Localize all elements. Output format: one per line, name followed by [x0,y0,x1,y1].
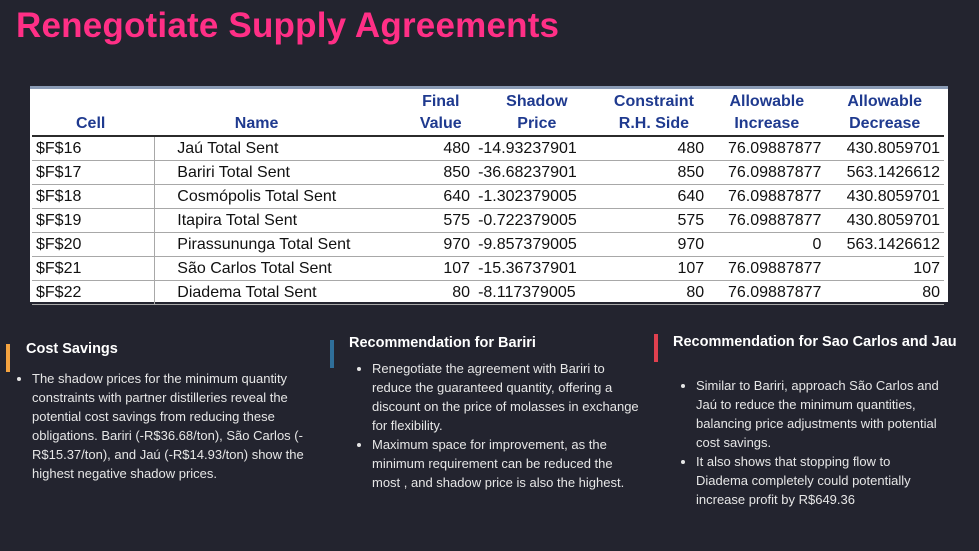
rhs-value: 80 [600,281,709,305]
bariri-heading: Recommendation for Bariri [349,335,536,351]
shadow-price: -8.117379005 [474,281,600,305]
table-row [32,161,944,185]
list-item: • Maximum space for improvement, as the minimum requirement can be reduced the most , and shadow price is also the highest. [372,435,639,492]
final-value: 850 [407,161,474,185]
constraint-name: Pirassununga Total Sent [155,233,408,257]
cell-ref: $F$19 [32,209,155,233]
rhs-value: 480 [600,136,709,161]
allowable-decrease: 430.8059701 [825,136,944,161]
final-value: 480 [407,136,474,161]
cell-ref: $F$22 [32,281,155,305]
cell-ref: $F$21 [32,257,155,281]
constraint-name: Itapira Total Sent [155,209,408,233]
final-value: 640 [407,185,474,209]
header-name: Name [155,91,408,136]
cell-ref: $F$18 [32,185,155,209]
table-row [32,185,944,209]
cell-ref: $F$16 [32,136,155,161]
bariri-accent-bar [330,340,334,368]
shadow-price: -0.722379005 [474,209,600,233]
header-final-value: Final Value [407,91,474,136]
constraints-table [32,91,944,305]
list-item: • It also shows that stopping flow to Diadema completely could potentially increase profit by R$649.36 [696,452,946,509]
allowable-increase: 76.09887877 [708,281,825,305]
allowable-increase: 76.09887877 [708,136,825,161]
sao-carlos-jau-list [678,376,946,509]
table-row [32,209,944,233]
constraint-name: Jaú Total Sent [155,136,408,161]
allowable-increase: 76.09887877 [708,161,825,185]
final-value: 970 [407,233,474,257]
header-allowable-increase: Allowable Increase [708,91,825,136]
list-item: • Renegotiate the agreement with Bariri to reduce the guaranteed quantity, offering a discount on the price of molasses in exchange for flexibility. [372,359,639,435]
table-header-row [32,91,944,136]
final-value: 107 [407,257,474,281]
allowable-increase: 0 [708,233,825,257]
final-value: 575 [407,209,474,233]
sensitivity-report-table [30,86,948,302]
final-value: 80 [407,281,474,305]
rhs-value: 640 [600,185,709,209]
shadow-price: -9.857379005 [474,233,600,257]
page-title: Renegotiate Supply Agreements [16,6,560,45]
allowable-increase: 76.09887877 [708,209,825,233]
rhs-value: 970 [600,233,709,257]
sao-carlos-jau-heading: Recommendation for Sao Carlos and Jau [673,334,957,350]
shadow-price: -36.68237901 [474,161,600,185]
table-row [32,233,944,257]
cost-savings-accent-bar [6,344,10,372]
shadow-price: -1.302379005 [474,185,600,209]
cell-ref: $F$17 [32,161,155,185]
cell-ref: $F$20 [32,233,155,257]
shadow-price: -14.93237901 [474,136,600,161]
rhs-value: 850 [600,161,709,185]
constraint-name: Cosmópolis Total Sent [155,185,408,209]
allowable-increase: 76.09887877 [708,257,825,281]
constraint-name: São Carlos Total Sent [155,257,408,281]
cost-savings-heading: Cost Savings [26,341,118,357]
list-item: • Similar to Bariri, approach São Carlos and Jaú to reduce the minimum quantities, balancing price adjustments with potential cost savings. [696,376,946,452]
constraint-name: Bariri Total Sent [155,161,408,185]
allowable-decrease: 563.1426612 [825,233,944,257]
allowable-decrease: 107 [825,257,944,281]
allowable-decrease: 563.1426612 [825,161,944,185]
header-constraint-rhs: Constraint R.H. Side [600,91,709,136]
allowable-decrease: 430.8059701 [825,185,944,209]
shadow-price: -15.36737901 [474,257,600,281]
table-row [32,257,944,281]
cost-savings-list [14,369,316,483]
header-allowable-decrease: Allowable Decrease [825,91,944,136]
constraint-name: Diadema Total Sent [155,281,408,305]
table-row [32,136,944,161]
list-item: • The shadow prices for the minimum quantity constraints with partner distilleries reveal the potential cost savings from reducing these obligations. Bariri (-R$36.68/ton), São Carlos (-R$15.37/ton), and Jaú (-R$14.93/ton) show the highest negative shadow prices. [32,369,316,483]
table-row [32,281,944,305]
cost-savings-section [26,341,316,483]
sao-carlos-jau-accent-bar [654,334,658,362]
header-shadow-price: Shadow Price [474,91,600,136]
allowable-decrease: 430.8059701 [825,209,944,233]
rhs-value: 107 [600,257,709,281]
bariri-list [354,359,639,492]
rhs-value: 575 [600,209,709,233]
sao-carlos-jau-section [673,334,973,509]
header-cell: Cell [32,91,155,136]
bariri-section [349,335,639,492]
allowable-decrease: 80 [825,281,944,305]
allowable-increase: 76.09887877 [708,185,825,209]
